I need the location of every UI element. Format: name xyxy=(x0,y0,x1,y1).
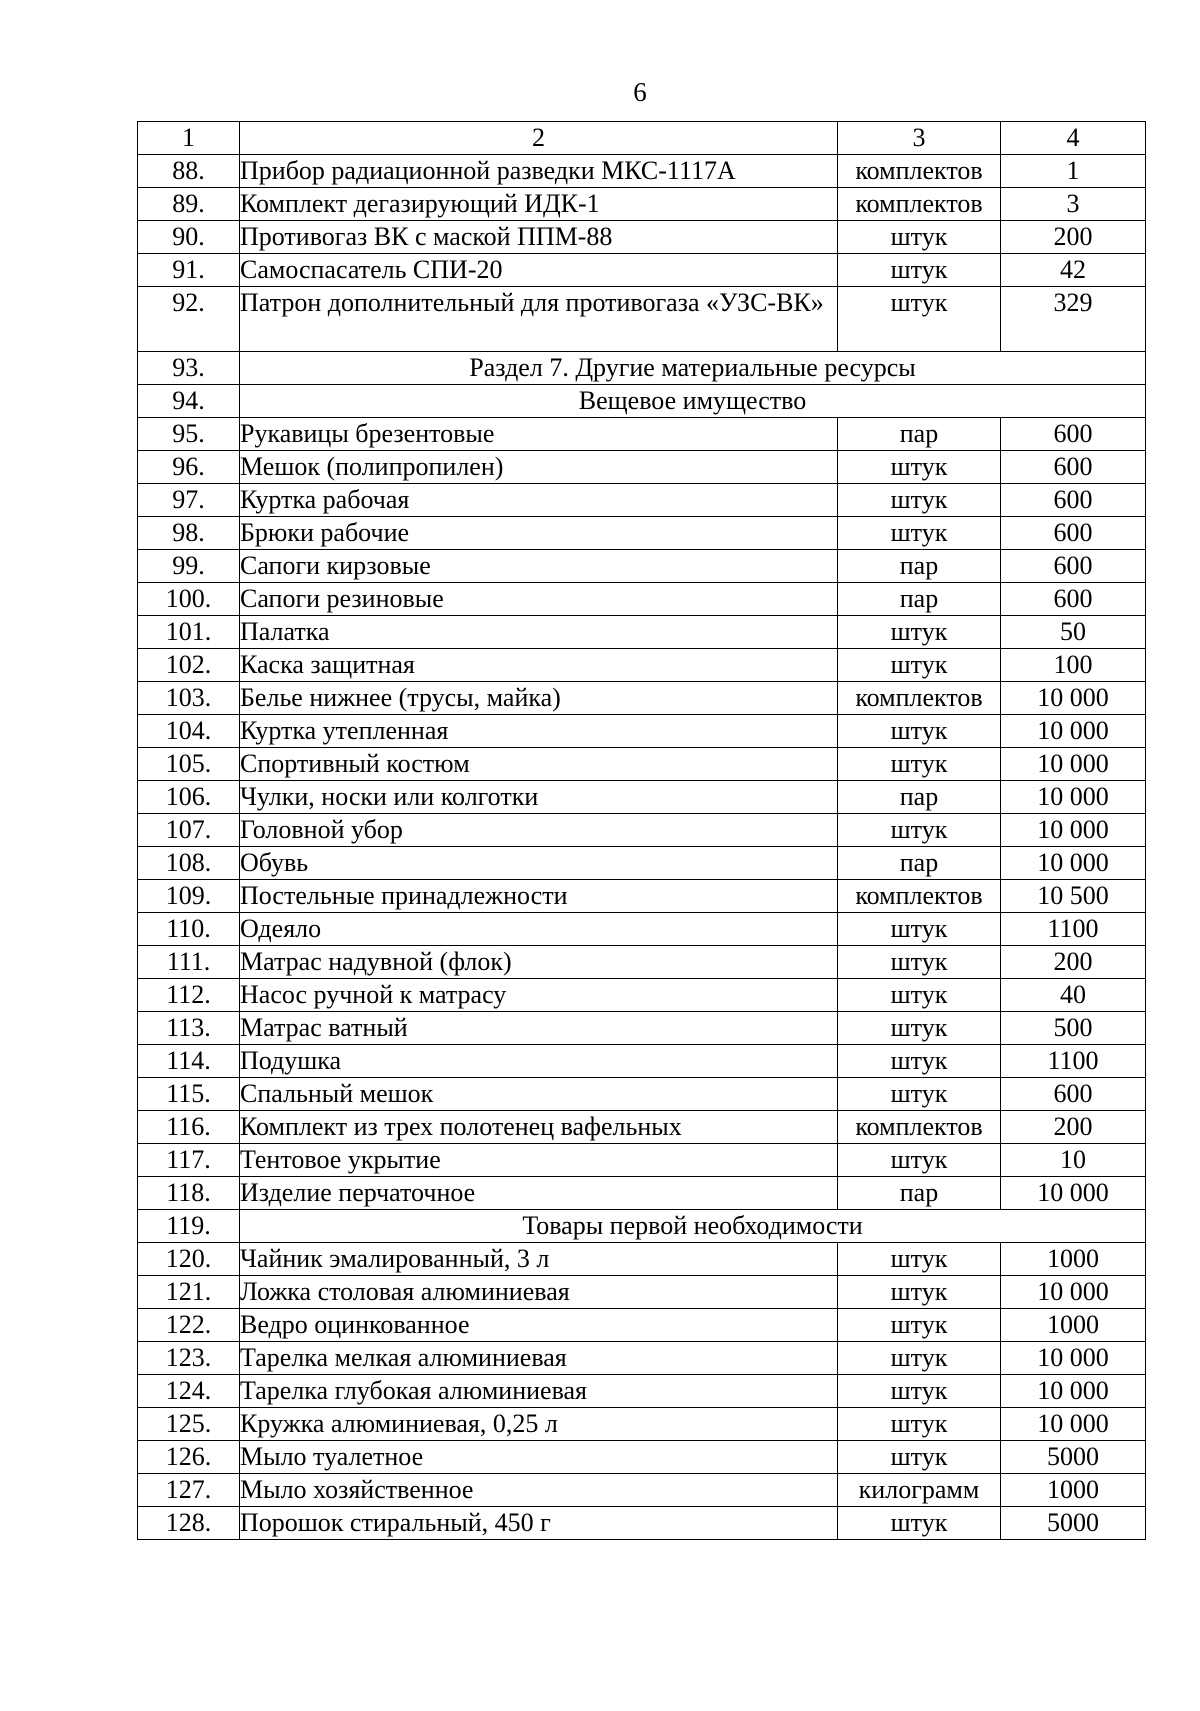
item-name: Мешок (полипропилен) xyxy=(240,451,838,484)
table-row xyxy=(138,979,1146,1012)
item-quantity: 5000 xyxy=(1001,1441,1146,1474)
item-unit: штук xyxy=(838,814,1001,847)
item-quantity: 3 xyxy=(1001,188,1146,221)
table-row xyxy=(138,188,1146,221)
row-number: 124. xyxy=(138,1375,240,1408)
item-quantity: 1100 xyxy=(1001,1045,1146,1078)
table-row xyxy=(138,1342,1146,1375)
row-number: 100. xyxy=(138,583,240,616)
item-quantity: 10 000 xyxy=(1001,748,1146,781)
row-number: 113. xyxy=(138,1012,240,1045)
table-row xyxy=(138,1111,1146,1144)
item-quantity: 50 xyxy=(1001,616,1146,649)
item-unit: штук xyxy=(838,1243,1001,1276)
item-name: Мыло туалетное xyxy=(240,1441,838,1474)
item-unit: штук xyxy=(838,221,1001,254)
item-unit: комплектов xyxy=(838,188,1001,221)
item-unit: штук xyxy=(838,1144,1001,1177)
item-unit: пар xyxy=(838,847,1001,880)
table-row xyxy=(138,1276,1146,1309)
table-row xyxy=(138,616,1146,649)
item-unit: штук xyxy=(838,1078,1001,1111)
item-quantity: 200 xyxy=(1001,946,1146,979)
item-name: Ведро оцинкованное xyxy=(240,1309,838,1342)
item-name: Белье нижнее (трусы, майка) xyxy=(240,682,838,715)
item-unit: штук xyxy=(838,1507,1001,1540)
row-number: 98. xyxy=(138,517,240,550)
row-number: 94. xyxy=(138,385,240,418)
item-name: Кружка алюминиевая, 0,25 л xyxy=(240,1408,838,1441)
item-name: Ложка столовая алюминиевая xyxy=(240,1276,838,1309)
table-row xyxy=(138,1309,1146,1342)
table-row xyxy=(138,913,1146,946)
item-name: Одеяло xyxy=(240,913,838,946)
table-row xyxy=(138,649,1146,682)
row-number: 128. xyxy=(138,1507,240,1540)
item-unit: комплектов xyxy=(838,880,1001,913)
row-number: 125. xyxy=(138,1408,240,1441)
item-unit: штук xyxy=(838,287,1001,352)
item-unit: килограмм xyxy=(838,1474,1001,1507)
item-name: Каска защитная xyxy=(240,649,838,682)
table-row xyxy=(138,682,1146,715)
row-number: 127. xyxy=(138,1474,240,1507)
item-quantity: 5000 xyxy=(1001,1507,1146,1540)
item-name: Комплект из трех полотенец вафельных xyxy=(240,1111,838,1144)
row-number: 126. xyxy=(138,1441,240,1474)
item-quantity: 1000 xyxy=(1001,1309,1146,1342)
item-unit: штук xyxy=(838,484,1001,517)
row-number: 105. xyxy=(138,748,240,781)
item-quantity: 10 000 xyxy=(1001,1408,1146,1441)
table-row xyxy=(138,814,1146,847)
item-unit: комплектов xyxy=(838,1111,1001,1144)
row-number: 108. xyxy=(138,847,240,880)
item-unit: штук xyxy=(838,1276,1001,1309)
item-quantity: 329 xyxy=(1001,287,1146,352)
table-row xyxy=(138,1144,1146,1177)
item-name: Сапоги резиновые xyxy=(240,583,838,616)
item-unit: пар xyxy=(838,1177,1001,1210)
row-number: 112. xyxy=(138,979,240,1012)
item-unit: штук xyxy=(838,1375,1001,1408)
item-unit: штук xyxy=(838,616,1001,649)
row-number: 106. xyxy=(138,781,240,814)
item-quantity: 1000 xyxy=(1001,1474,1146,1507)
section-row xyxy=(138,1210,1146,1243)
item-quantity: 10 000 xyxy=(1001,847,1146,880)
section-title: Вещевое имущество xyxy=(240,385,1146,418)
row-number: 95. xyxy=(138,418,240,451)
table-row xyxy=(138,781,1146,814)
item-unit: комплектов xyxy=(838,155,1001,188)
item-name: Тарелка мелкая алюминиевая xyxy=(240,1342,838,1375)
item-quantity: 100 xyxy=(1001,649,1146,682)
section-row xyxy=(138,385,1146,418)
table-row xyxy=(138,1441,1146,1474)
item-quantity: 10 000 xyxy=(1001,715,1146,748)
table-row xyxy=(138,715,1146,748)
item-unit: штук xyxy=(838,1012,1001,1045)
item-name: Рукавицы брезентовые xyxy=(240,418,838,451)
section-title: Товары первой необходимости xyxy=(240,1210,1146,1243)
item-name: Самоспасатель СПИ-20 xyxy=(240,254,838,287)
item-unit: штук xyxy=(838,1342,1001,1375)
table-row xyxy=(138,1408,1146,1441)
item-name: Противогаз ВК с маской ППМ-88 xyxy=(240,221,838,254)
table-row xyxy=(138,484,1146,517)
item-quantity: 10 500 xyxy=(1001,880,1146,913)
item-quantity: 10 xyxy=(1001,1144,1146,1177)
table-row xyxy=(138,880,1146,913)
header-col-2: 2 xyxy=(240,122,838,155)
item-unit: комплектов xyxy=(838,682,1001,715)
table-row xyxy=(138,1507,1146,1540)
table-row xyxy=(138,583,1146,616)
row-number: 97. xyxy=(138,484,240,517)
item-name: Брюки рабочие xyxy=(240,517,838,550)
header-col-3: 3 xyxy=(838,122,1001,155)
item-quantity: 10 000 xyxy=(1001,1276,1146,1309)
table-row xyxy=(138,946,1146,979)
item-name: Постельные принадлежности xyxy=(240,880,838,913)
item-quantity: 1100 xyxy=(1001,913,1146,946)
item-name: Прибор радиационной разведки МКС-1117А xyxy=(240,155,838,188)
item-quantity: 40 xyxy=(1001,979,1146,1012)
row-number: 102. xyxy=(138,649,240,682)
item-unit: штук xyxy=(838,715,1001,748)
item-unit: штук xyxy=(838,1408,1001,1441)
item-name: Спортивный костюм xyxy=(240,748,838,781)
item-name: Матрас ватный xyxy=(240,1012,838,1045)
item-unit: штук xyxy=(838,649,1001,682)
item-quantity: 600 xyxy=(1001,1078,1146,1111)
item-name: Тарелка глубокая алюминиевая xyxy=(240,1375,838,1408)
item-quantity: 10 000 xyxy=(1001,1342,1146,1375)
row-number: 91. xyxy=(138,254,240,287)
table-row xyxy=(138,1012,1146,1045)
item-name: Чулки, носки или колготки xyxy=(240,781,838,814)
row-number: 123. xyxy=(138,1342,240,1375)
table-row xyxy=(138,517,1146,550)
item-name: Чайник эмалированный, 3 л xyxy=(240,1243,838,1276)
row-number: 110. xyxy=(138,913,240,946)
row-number: 121. xyxy=(138,1276,240,1309)
row-number: 90. xyxy=(138,221,240,254)
header-col-1: 1 xyxy=(138,122,240,155)
item-name: Палатка xyxy=(240,616,838,649)
table-header-row xyxy=(138,122,1146,155)
item-quantity: 200 xyxy=(1001,1111,1146,1144)
item-name: Матрас надувной (флок) xyxy=(240,946,838,979)
item-unit: пар xyxy=(838,781,1001,814)
table-row xyxy=(138,287,1146,352)
table-row xyxy=(138,550,1146,583)
row-number: 93. xyxy=(138,352,240,385)
row-number: 120. xyxy=(138,1243,240,1276)
table-row xyxy=(138,451,1146,484)
item-name: Подушка xyxy=(240,1045,838,1078)
item-name: Мыло хозяйственное xyxy=(240,1474,838,1507)
item-quantity: 10 000 xyxy=(1001,1177,1146,1210)
row-number: 96. xyxy=(138,451,240,484)
item-quantity: 200 xyxy=(1001,221,1146,254)
table-row xyxy=(138,1474,1146,1507)
table-row xyxy=(138,221,1146,254)
row-number: 122. xyxy=(138,1309,240,1342)
item-unit: штук xyxy=(838,254,1001,287)
row-number: 117. xyxy=(138,1144,240,1177)
row-number: 114. xyxy=(138,1045,240,1078)
item-quantity: 1 xyxy=(1001,155,1146,188)
table-row xyxy=(138,1243,1146,1276)
table-row xyxy=(138,254,1146,287)
inventory-table-body xyxy=(138,122,1146,1540)
row-number: 99. xyxy=(138,550,240,583)
item-quantity: 500 xyxy=(1001,1012,1146,1045)
row-number: 116. xyxy=(138,1111,240,1144)
table-row xyxy=(138,1375,1146,1408)
inventory-table xyxy=(137,121,1146,1540)
item-quantity: 10 000 xyxy=(1001,682,1146,715)
item-name: Порошок стиральный, 450 г xyxy=(240,1507,838,1540)
item-quantity: 600 xyxy=(1001,583,1146,616)
item-unit: штук xyxy=(838,451,1001,484)
table-row xyxy=(138,847,1146,880)
row-number: 101. xyxy=(138,616,240,649)
item-name: Патрон дополнительный для противогаза «УЗС-ВК» xyxy=(240,287,838,352)
row-number: 107. xyxy=(138,814,240,847)
item-unit: штук xyxy=(838,913,1001,946)
item-quantity: 10 000 xyxy=(1001,781,1146,814)
item-name: Спальный мешок xyxy=(240,1078,838,1111)
item-quantity: 10 000 xyxy=(1001,1375,1146,1408)
row-number: 103. xyxy=(138,682,240,715)
item-quantity: 600 xyxy=(1001,418,1146,451)
item-unit: штук xyxy=(838,946,1001,979)
item-quantity: 600 xyxy=(1001,484,1146,517)
item-quantity: 1000 xyxy=(1001,1243,1146,1276)
table-row xyxy=(138,1045,1146,1078)
row-number: 104. xyxy=(138,715,240,748)
item-quantity: 600 xyxy=(1001,451,1146,484)
row-number: 89. xyxy=(138,188,240,221)
header-col-4: 4 xyxy=(1001,122,1146,155)
item-name: Куртка утепленная xyxy=(240,715,838,748)
item-name: Сапоги кирзовые xyxy=(240,550,838,583)
item-name: Куртка рабочая xyxy=(240,484,838,517)
item-quantity: 600 xyxy=(1001,550,1146,583)
item-unit: штук xyxy=(838,1441,1001,1474)
row-number: 88. xyxy=(138,155,240,188)
table-row xyxy=(138,418,1146,451)
row-number: 115. xyxy=(138,1078,240,1111)
row-number: 111. xyxy=(138,946,240,979)
section-title: Раздел 7. Другие материальные ресурсы xyxy=(240,352,1146,385)
item-name: Изделие перчаточное xyxy=(240,1177,838,1210)
item-quantity: 600 xyxy=(1001,517,1146,550)
item-unit: штук xyxy=(838,979,1001,1012)
item-quantity: 42 xyxy=(1001,254,1146,287)
row-number: 119. xyxy=(138,1210,240,1243)
item-unit: штук xyxy=(838,517,1001,550)
item-unit: штук xyxy=(838,1045,1001,1078)
item-name: Обувь xyxy=(240,847,838,880)
item-unit: пар xyxy=(838,418,1001,451)
item-unit: штук xyxy=(838,748,1001,781)
table-row xyxy=(138,1078,1146,1111)
page-number: 6 xyxy=(633,77,647,107)
section-row xyxy=(138,352,1146,385)
table-row xyxy=(138,1177,1146,1210)
table-row xyxy=(138,155,1146,188)
table-row xyxy=(138,748,1146,781)
row-number: 109. xyxy=(138,880,240,913)
item-name: Тентовое укрытие xyxy=(240,1144,838,1177)
item-name: Комплект дегазирующий ИДК-1 xyxy=(240,188,838,221)
item-quantity: 10 000 xyxy=(1001,814,1146,847)
item-name: Головной убор xyxy=(240,814,838,847)
item-name: Насос ручной к матрасу xyxy=(240,979,838,1012)
item-unit: пар xyxy=(838,583,1001,616)
item-unit: пар xyxy=(838,550,1001,583)
item-unit: штук xyxy=(838,1309,1001,1342)
row-number: 118. xyxy=(138,1177,240,1210)
row-number: 92. xyxy=(138,287,240,352)
